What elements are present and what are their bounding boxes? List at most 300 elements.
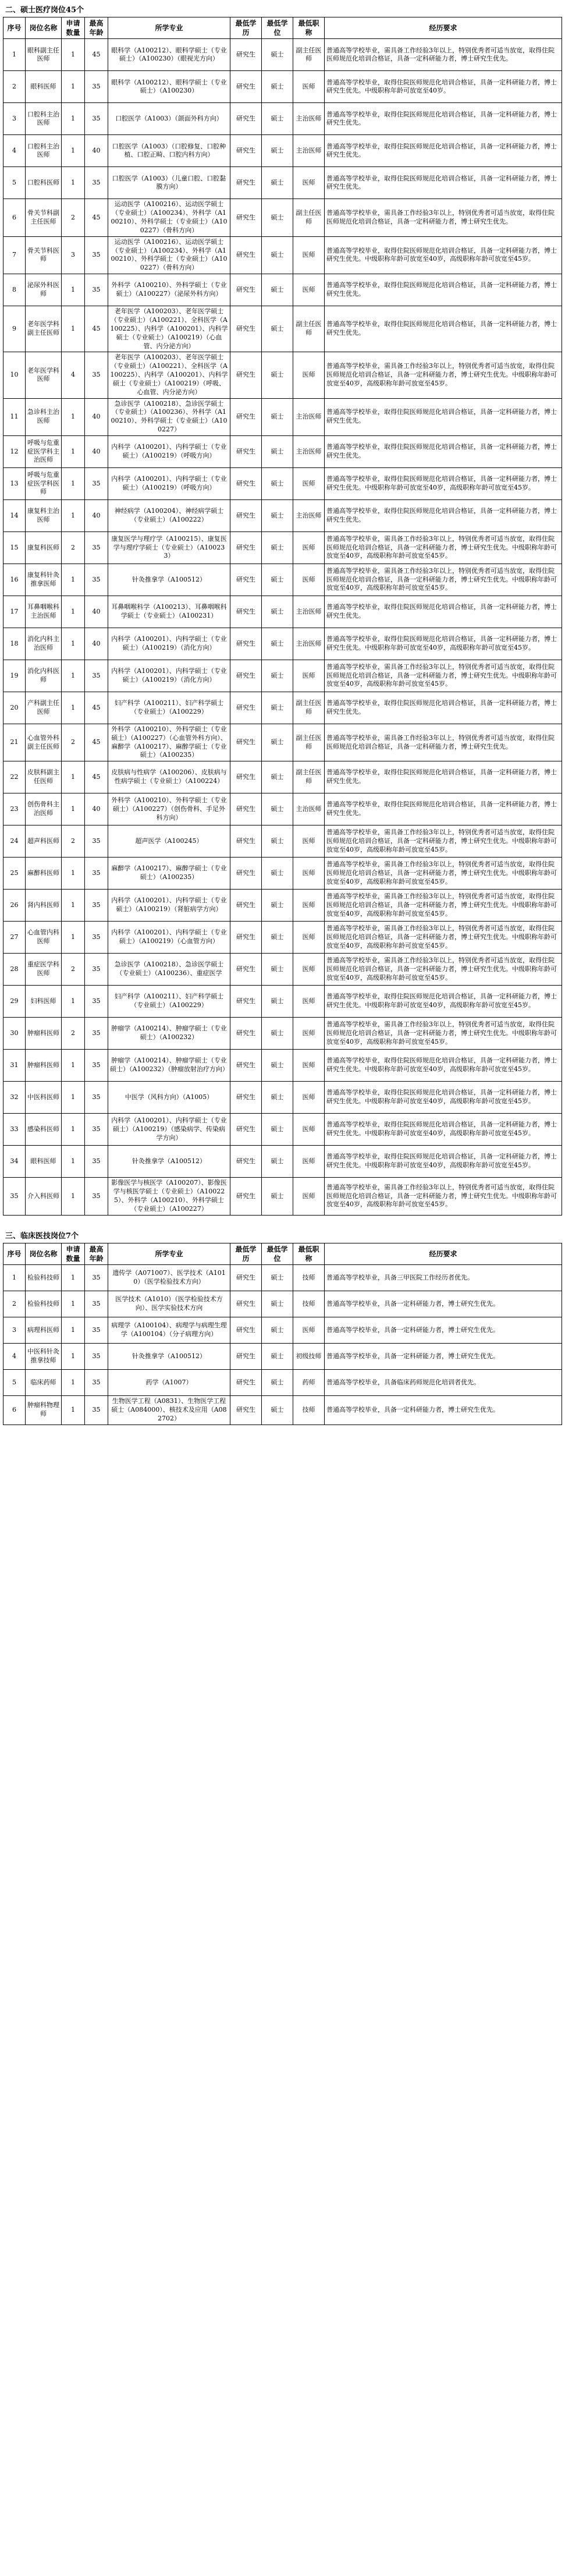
cell-no: 33 — [3, 1114, 26, 1146]
cell-edu: 研究生 — [230, 1050, 262, 1082]
cell-title: 技师 — [293, 1291, 325, 1317]
cell-title: 医师 — [293, 954, 325, 986]
cell-title: 医师 — [293, 352, 325, 398]
cell-edu: 研究生 — [230, 1146, 262, 1178]
cell-degree: 硕士 — [262, 761, 293, 793]
cell-count: 1 — [62, 793, 85, 825]
cell-post: 肿瘤科医师 — [26, 1050, 62, 1082]
cell-req: 普通高等学校毕业，具备三甲医院工作经历者优先。 — [325, 1265, 562, 1291]
cell-req: 普通高等学校毕业，取得住院医师规范化培训合格证，具备一定科研能力者，博士研究生优先。 — [325, 793, 562, 825]
cell-post: 介入科医师 — [26, 1178, 62, 1215]
cell-count: 1 — [62, 167, 85, 199]
cell-post: 创伤骨科主治医师 — [26, 793, 62, 825]
cell-post: 骨关节科副主任医师 — [26, 199, 62, 236]
cell-major: 内科学（A100201）、内科学硕士（专业硕士）（A100219）（心血管方向） — [108, 922, 230, 954]
cell-edu: 研究生 — [230, 467, 262, 499]
cell-edu: 研究生 — [230, 761, 262, 793]
header-edu: 最低学历 — [230, 1243, 262, 1264]
cell-count: 1 — [62, 467, 85, 499]
cell-count: 1 — [62, 660, 85, 692]
cell-post: 康复科针灸推拿医师 — [26, 564, 62, 596]
cell-count: 2 — [62, 825, 85, 858]
header-req: 经历要求 — [325, 1243, 562, 1264]
cell-title: 主治医师 — [293, 596, 325, 628]
cell-req: 普通高等学校毕业，需具备工作经验3年以上，特别优秀者可适当放宽，取得住院医师规范化培训合格证，具备一定科研能力者，博士研究生优先。中级职称年龄可放宽至40岁，高级职称年龄可放宽至45岁。 — [325, 954, 562, 986]
cell-req: 普通高等学校毕业，具备一定科研能力者，博士研究生优先。 — [325, 1344, 562, 1370]
cell-degree: 硕士 — [262, 1370, 293, 1396]
cell-edu: 研究生 — [230, 306, 262, 352]
cell-req: 普通高等学校毕业，需具备工作经验3年以上，特别优秀者可适当放宽，取得住院医师规范化培训合格证，具备一定科研能力者，博士研究生优先。中级职称年龄可放宽至40岁，高级职称年龄可放宽至45岁。 — [325, 922, 562, 954]
cell-req: 普通高等学校毕业，取得住院医师规范化培训合格证，具备一定科研能力者，博士研究生优先。中级职称年龄可放宽至40岁，高级职称年龄可放宽至45岁。 — [325, 467, 562, 499]
table-row — [3, 1146, 562, 1178]
cell-degree: 硕士 — [262, 306, 293, 352]
cell-title: 医师 — [293, 1018, 325, 1050]
cell-count: 1 — [62, 1370, 85, 1396]
cell-age: 40 — [85, 628, 108, 660]
cell-major: 内科学（A100201）、内科学硕士（专业硕士）（A100219）（呼吸方向） — [108, 435, 230, 467]
cell-post: 重症医学科医师 — [26, 954, 62, 986]
cell-age: 45 — [85, 199, 108, 236]
cell-no: 6 — [3, 1396, 26, 1425]
cell-no: 24 — [3, 825, 26, 858]
table-row — [3, 71, 562, 103]
cell-req: 普通高等学校毕业，取得住院医师规范化培训合格证，具备一定科研能力者，博士研究生优先。 — [325, 596, 562, 628]
cell-age: 35 — [85, 890, 108, 922]
cell-edu: 研究生 — [230, 352, 262, 398]
cell-no: 20 — [3, 692, 26, 724]
cell-post: 检验科技师 — [26, 1291, 62, 1317]
cell-degree: 硕士 — [262, 135, 293, 167]
cell-no: 10 — [3, 352, 26, 398]
cell-major: 皮肤病与性病学（A100206）、皮肤病与性病学硕士（专业硕士）（A100224） — [108, 761, 230, 793]
cell-title: 主治医师 — [293, 628, 325, 660]
cell-count: 1 — [62, 890, 85, 922]
table-row — [3, 1082, 562, 1114]
cell-no: 35 — [3, 1178, 26, 1215]
cell-post: 急诊科主治医师 — [26, 398, 62, 435]
cell-req: 普通高等学校毕业，需具备工作经验3年以上，特别优秀者可适当放宽，取得住院医师规范化培训合格证，具备一定科研能力者，博士研究生优先。 — [325, 199, 562, 236]
cell-major: 病理学（A100104）、病理学与病理生理学（A100104）（分子病理方向） — [108, 1317, 230, 1344]
cell-edu: 研究生 — [230, 1396, 262, 1425]
cell-count: 1 — [62, 1114, 85, 1146]
cell-edu: 研究生 — [230, 1178, 262, 1215]
cell-no: 2 — [3, 1291, 26, 1317]
cell-post: 心血管外科副主任医师 — [26, 724, 62, 761]
cell-post: 超声科医师 — [26, 825, 62, 858]
cell-no: 2 — [3, 71, 26, 103]
cell-major: 急诊医学（A100218）、急诊医学硕士（专业硕士）（A100236）、外科学（A100210）、外科学硕士（专业硕士）（A100227） — [108, 398, 230, 435]
cell-age: 35 — [85, 1146, 108, 1178]
cell-req: 普通高等学校毕业，取得住院医师规范化培训合格证，具备一定科研能力者，博士研究生优先。中级职称年龄可放宽至40岁，高级职称年龄可放宽至45岁。 — [325, 628, 562, 660]
cell-req: 普通高等学校毕业，取得住院医师规范化培训合格证，具备一定科研能力者，博士研究生优先。 — [325, 167, 562, 199]
cell-no: 17 — [3, 596, 26, 628]
cell-major: 神经病学（A100204）、神经病学硕士（专业硕士）（A100222） — [108, 499, 230, 532]
header-post: 岗位名称 — [26, 17, 62, 39]
cell-major: 运动医学（A100216）、运动医学硕士（专业硕士）（A100234）、外科学（A100210）、外科学硕士（专业硕士）（A100227）（骨科方向） — [108, 199, 230, 236]
cell-count: 1 — [62, 306, 85, 352]
cell-degree: 硕士 — [262, 954, 293, 986]
section2-header-row — [3, 1243, 562, 1264]
cell-req: 普通高等学校毕业，需具备工作经验3年以上，特别优秀者可适当放宽，取得住院医师规范化培训合格证，具备一定科研能力者，博士研究生优先。 — [325, 39, 562, 71]
cell-no: 31 — [3, 1050, 26, 1082]
cell-title: 药师 — [293, 1370, 325, 1396]
cell-major: 针灸推拿学（A100512） — [108, 564, 230, 596]
cell-count: 1 — [62, 1146, 85, 1178]
header-degree: 最低学位 — [262, 1243, 293, 1264]
cell-req: 普通高等学校毕业，取得住院医师规范化培训合格证，具备一定科研能力者，博士研究生优先。中级职称年龄可放宽至40岁，高级职称年龄可放宽至45岁。 — [325, 1050, 562, 1082]
table-row — [3, 274, 562, 306]
cell-major: 外科学（A100210）、外科学硕士（专业硕士）（A100227）（泌尿外科方向） — [108, 274, 230, 306]
cell-title: 医师 — [293, 274, 325, 306]
cell-count: 1 — [62, 1291, 85, 1317]
cell-degree: 硕士 — [262, 564, 293, 596]
table-row — [3, 1396, 562, 1425]
table-row — [3, 467, 562, 499]
table-row — [3, 236, 562, 274]
cell-no: 34 — [3, 1146, 26, 1178]
cell-degree: 硕士 — [262, 692, 293, 724]
table-row — [3, 532, 562, 564]
cell-title: 医师 — [293, 236, 325, 274]
cell-post: 肿瘤科物理师 — [26, 1396, 62, 1425]
cell-count: 1 — [62, 274, 85, 306]
section1-header-row — [3, 17, 562, 39]
cell-major: 妇产科学（A100211）、妇产科学硕士（专业硕士）（A100229） — [108, 692, 230, 724]
cell-req: 普通高等学校毕业，需具备工作经验3年以上，特别优秀者可适当放宽，取得住院医师规范化培训合格证，具备一定科研能力者，博士研究生优先。中级职称年龄可放宽至40岁，高级职称年龄可放宽至45岁。 — [325, 352, 562, 398]
cell-edu: 研究生 — [230, 532, 262, 564]
table-row — [3, 986, 562, 1018]
cell-count: 1 — [62, 922, 85, 954]
cell-post: 耳鼻咽喉科主治医师 — [26, 596, 62, 628]
table-row — [3, 596, 562, 628]
cell-major: 内科学（A100201）、内科学硕士（专业硕士）（A100219）（感染病学、传染病学方向） — [108, 1114, 230, 1146]
cell-req: 普通高等学校毕业，具备一定科研能力者，博士研究生优先。 — [325, 1291, 562, 1317]
cell-degree: 硕士 — [262, 499, 293, 532]
cell-age: 40 — [85, 596, 108, 628]
cell-count: 2 — [62, 954, 85, 986]
table-row — [3, 1317, 562, 1344]
cell-no: 21 — [3, 724, 26, 761]
cell-edu: 研究生 — [230, 954, 262, 986]
cell-no: 6 — [3, 199, 26, 236]
cell-title: 副主任医师 — [293, 306, 325, 352]
cell-degree: 硕士 — [262, 435, 293, 467]
cell-req: 普通高等学校毕业，需具备工作经验3年以上，特别优秀者可适当放宽，取得住院医师规范化培训合格证，具备一定科研能力者，博士研究生优先。中级职称年龄可放宽至40岁，高级职称年龄可放宽至45岁。 — [325, 858, 562, 890]
header-count: 申请数量 — [62, 1243, 85, 1264]
table-row — [3, 1114, 562, 1146]
cell-major: 口腔医学（A1003）（颌面外科方向） — [108, 103, 230, 135]
cell-edu: 研究生 — [230, 1370, 262, 1396]
cell-title: 副主任医师 — [293, 724, 325, 761]
cell-req: 普通高等学校毕业，取得住院医师规范化培训合格证，具备一定科研能力者，博士研究生优先。 — [325, 692, 562, 724]
cell-edu: 研究生 — [230, 103, 262, 135]
cell-age: 45 — [85, 306, 108, 352]
cell-age: 35 — [85, 467, 108, 499]
cell-post: 眼科医师 — [26, 1146, 62, 1178]
cell-major: 医学技术（A1010）（医学检验技术方向）、医学实验技术方向 — [108, 1291, 230, 1317]
cell-degree: 硕士 — [262, 628, 293, 660]
table-row — [3, 39, 562, 71]
cell-post: 皮肤科副主任医师 — [26, 761, 62, 793]
cell-degree: 硕士 — [262, 1344, 293, 1370]
cell-age: 35 — [85, 1291, 108, 1317]
cell-title: 副主任医师 — [293, 692, 325, 724]
cell-major: 康复医学与理疗学（A100215）、康复医学与理疗学硕士（专业硕士）（A100233） — [108, 532, 230, 564]
cell-req: 普通高等学校毕业，需具备工作经验3年以上，特别优秀者可适当放宽，取得住院医师规范化培训合格证，具备一定科研能力者，博士研究生优先。中级职称年龄可放宽至40岁，高级职称年龄可放宽至45岁。 — [325, 564, 562, 596]
cell-edu: 研究生 — [230, 435, 262, 467]
cell-edu: 研究生 — [230, 564, 262, 596]
cell-edu: 研究生 — [230, 724, 262, 761]
cell-title: 医师 — [293, 564, 325, 596]
cell-req: 普通高等学校毕业，取得住院医师规范化培训合格证，具备一定科研能力者，博士研究生优先。 — [325, 435, 562, 467]
cell-age: 35 — [85, 986, 108, 1018]
header-degree: 最低学位 — [262, 17, 293, 39]
cell-title: 医师 — [293, 660, 325, 692]
cell-count: 2 — [62, 532, 85, 564]
cell-edu: 研究生 — [230, 1082, 262, 1114]
cell-age: 35 — [85, 564, 108, 596]
cell-no: 12 — [3, 435, 26, 467]
cell-degree: 硕士 — [262, 1018, 293, 1050]
cell-count: 1 — [62, 1396, 85, 1425]
cell-post: 麻醉科医师 — [26, 858, 62, 890]
cell-edu: 研究生 — [230, 596, 262, 628]
cell-req: 普通高等学校毕业，取得住院医师规范化培训合格证，具备一定科研能力者，博士研究生优先。中级职称年龄可放宽至40岁。 — [325, 71, 562, 103]
cell-count: 1 — [62, 1082, 85, 1114]
cell-title: 主治医师 — [293, 135, 325, 167]
cell-edu: 研究生 — [230, 199, 262, 236]
cell-age: 35 — [85, 532, 108, 564]
cell-post: 老年医学科医师 — [26, 352, 62, 398]
document-page — [3, 3, 562, 1425]
cell-degree: 硕士 — [262, 1265, 293, 1291]
cell-major: 麻醉学（A100217）、麻醉学硕士（专业硕士）（A100235） — [108, 858, 230, 890]
cell-age: 35 — [85, 1114, 108, 1146]
cell-age: 45 — [85, 39, 108, 71]
cell-req: 普通高等学校毕业，取得住院医师规范化培训合格证，具备一定科研能力者，博士研究生优先。中级职称年龄可放宽至40岁，高级职称年龄可放宽至45岁。 — [325, 236, 562, 274]
table-row — [3, 825, 562, 858]
cell-edu: 研究生 — [230, 858, 262, 890]
cell-major: 内科学（A100201）、内科学硕士（专业硕士）（A100219）（消化方向） — [108, 628, 230, 660]
cell-post: 心血管内科医师 — [26, 922, 62, 954]
cell-post: 中医科针灸推拿技师 — [26, 1344, 62, 1370]
cell-no: 18 — [3, 628, 26, 660]
section2-title: 三、临床医技岗位7个 — [5, 1231, 79, 1241]
section2-table — [3, 1243, 562, 1425]
cell-req: 普通高等学校毕业，具备一定科研能力者，博士研究生优先。 — [325, 1317, 562, 1344]
cell-post: 老年医学科副主任医师 — [26, 306, 62, 352]
table-row — [3, 1370, 562, 1396]
cell-major: 中医学（风科方向）（A1005） — [108, 1082, 230, 1114]
cell-major: 生物医学工程（A0831）、生物医学工程硕士（A084000）、核技术及应用（A082702） — [108, 1396, 230, 1425]
table-row — [3, 1178, 562, 1215]
cell-count: 1 — [62, 596, 85, 628]
cell-edu: 研究生 — [230, 167, 262, 199]
cell-age: 40 — [85, 499, 108, 532]
cell-post: 感染科医师 — [26, 1114, 62, 1146]
cell-req: 普通高等学校毕业，取得住院医师规范化培训合格证，具备一定科研能力者，博士研究生优先。 — [325, 761, 562, 793]
cell-count: 1 — [62, 858, 85, 890]
header-edu: 最低学历 — [230, 17, 262, 39]
cell-edu: 研究生 — [230, 135, 262, 167]
cell-major: 遗传学（A071007）、医学技术（A1010）（医学检验技术方向） — [108, 1265, 230, 1291]
cell-no: 5 — [3, 167, 26, 199]
cell-count: 1 — [62, 761, 85, 793]
cell-no: 13 — [3, 467, 26, 499]
cell-edu: 研究生 — [230, 628, 262, 660]
cell-no: 28 — [3, 954, 26, 986]
cell-no: 16 — [3, 564, 26, 596]
cell-no: 11 — [3, 398, 26, 435]
cell-age: 45 — [85, 724, 108, 761]
cell-no: 8 — [3, 274, 26, 306]
cell-count: 1 — [62, 1178, 85, 1215]
cell-age: 35 — [85, 1396, 108, 1425]
cell-post: 眼科副主任医师 — [26, 39, 62, 71]
cell-degree: 硕士 — [262, 103, 293, 135]
cell-degree: 硕士 — [262, 39, 293, 71]
cell-no: 14 — [3, 499, 26, 532]
cell-title: 医师 — [293, 825, 325, 858]
cell-post: 口腔科主治医师 — [26, 135, 62, 167]
cell-age: 40 — [85, 398, 108, 435]
cell-title: 医师 — [293, 1050, 325, 1082]
cell-no: 23 — [3, 793, 26, 825]
cell-title: 医师 — [293, 167, 325, 199]
cell-req: 普通高等学校毕业，具备临床药师规范化培训者优先。 — [325, 1370, 562, 1396]
cell-title: 医师 — [293, 922, 325, 954]
cell-edu: 研究生 — [230, 398, 262, 435]
cell-title: 初级技师 — [293, 1344, 325, 1370]
cell-major: 影像医学与核医学（A100207）、影像医学与核医学硕士（专业硕士）（A100225）、外科学（A100210）、外科学硕士（专业硕士）（A100227） — [108, 1178, 230, 1215]
header-no: 序号 — [3, 17, 26, 39]
cell-age: 35 — [85, 1018, 108, 1050]
table-row — [3, 922, 562, 954]
cell-degree: 硕士 — [262, 825, 293, 858]
cell-req: 普通高等学校毕业，需具备工作经验3年以上，特别优秀者可适当放宽，取得住院医师规范化培训合格证，具备一定科研能力者，博士研究生优先。中级职称年龄可放宽至40岁，高级职称年龄可放宽至45岁。 — [325, 1018, 562, 1050]
cell-no: 1 — [3, 1265, 26, 1291]
cell-count: 1 — [62, 692, 85, 724]
cell-count: 1 — [62, 103, 85, 135]
table-row — [3, 761, 562, 793]
cell-title: 医师 — [293, 986, 325, 1018]
cell-degree: 硕士 — [262, 1146, 293, 1178]
cell-title: 主治医师 — [293, 103, 325, 135]
table-row — [3, 858, 562, 890]
section2-body — [3, 1265, 562, 1425]
cell-age: 35 — [85, 858, 108, 890]
cell-title: 技师 — [293, 1265, 325, 1291]
cell-count: 4 — [62, 352, 85, 398]
cell-req: 普通高等学校毕业，需具备工作经验3年以上，特别优秀者可适当放宽，取得住院医师规范化培训合格证，具备一定科研能力者，博士研究生优先。中级职称年龄可放宽至40岁，高级职称年龄可放宽至45岁。 — [325, 1178, 562, 1215]
table-row — [3, 1050, 562, 1082]
cell-age: 35 — [85, 352, 108, 398]
cell-edu: 研究生 — [230, 692, 262, 724]
cell-title: 技师 — [293, 1396, 325, 1425]
cell-edu: 研究生 — [230, 825, 262, 858]
section1-body — [3, 39, 562, 1215]
cell-age: 35 — [85, 1050, 108, 1082]
cell-req: 普通高等学校毕业，取得住院医师规范化培训合格证，具备一定科研能力者，博士研究生优先。 — [325, 306, 562, 352]
cell-no: 9 — [3, 306, 26, 352]
header-title: 最低职称 — [293, 17, 325, 39]
cell-no: 15 — [3, 532, 26, 564]
cell-count: 1 — [62, 986, 85, 1018]
cell-age: 40 — [85, 435, 108, 467]
cell-post: 消化内科医师 — [26, 660, 62, 692]
table-row — [3, 1291, 562, 1317]
cell-post: 口腔科医师 — [26, 167, 62, 199]
cell-req: 普通高等学校毕业，需具备工作经验3年以上，特别优秀者可适当放宽，取得住院医师规范化培训合格证，具备一定科研能力者，博士研究生优先。中级职称年龄可放宽至40岁，高级职称年龄可放宽至45岁。 — [325, 660, 562, 692]
cell-no: 29 — [3, 986, 26, 1018]
cell-degree: 硕士 — [262, 71, 293, 103]
cell-edu: 研究生 — [230, 236, 262, 274]
table-row — [3, 352, 562, 398]
cell-post: 泌尿外科医师 — [26, 274, 62, 306]
cell-title: 医师 — [293, 1146, 325, 1178]
cell-post: 妇科医师 — [26, 986, 62, 1018]
cell-no: 22 — [3, 761, 26, 793]
cell-post: 肾内科医师 — [26, 890, 62, 922]
cell-title: 主治医师 — [293, 398, 325, 435]
cell-age: 35 — [85, 103, 108, 135]
cell-degree: 硕士 — [262, 922, 293, 954]
cell-no: 25 — [3, 858, 26, 890]
cell-count: 1 — [62, 628, 85, 660]
cell-major: 耳鼻咽喉科学（A100213）、耳鼻咽喉科学硕士（专业硕士）（A100231） — [108, 596, 230, 628]
cell-no: 1 — [3, 39, 26, 71]
cell-degree: 硕士 — [262, 724, 293, 761]
cell-title: 医师 — [293, 1178, 325, 1215]
cell-title: 副主任医师 — [293, 761, 325, 793]
header-age: 最高年龄 — [85, 17, 108, 39]
cell-req: 普通高等学校毕业，具备一定科研能力者，博士研究生优先。 — [325, 1396, 562, 1425]
cell-age: 35 — [85, 1344, 108, 1370]
cell-degree: 硕士 — [262, 793, 293, 825]
cell-count: 2 — [62, 724, 85, 761]
cell-degree: 硕士 — [262, 1082, 293, 1114]
cell-age: 35 — [85, 71, 108, 103]
cell-degree: 硕士 — [262, 236, 293, 274]
cell-count: 1 — [62, 1344, 85, 1370]
cell-major: 超声医学（A100245） — [108, 825, 230, 858]
cell-post: 中医科医师 — [26, 1082, 62, 1114]
cell-title: 医师 — [293, 1082, 325, 1114]
table-row — [3, 954, 562, 986]
cell-req: 普通高等学校毕业，需具备工作经验3年以上，特别优秀者可适当放宽，取得住院医师规范化培训合格证，具备一定科研能力者，博士研究生优先。中级职称年龄可放宽至40岁，高级职称年龄可放宽至45岁。 — [325, 825, 562, 858]
cell-post: 骨关节科医师 — [26, 236, 62, 274]
table-row — [3, 135, 562, 167]
cell-post: 肿瘤科医师 — [26, 1018, 62, 1050]
cell-degree: 硕士 — [262, 596, 293, 628]
cell-age: 35 — [85, 167, 108, 199]
cell-edu: 研究生 — [230, 274, 262, 306]
cell-age: 45 — [85, 692, 108, 724]
table-row — [3, 692, 562, 724]
cell-count: 1 — [62, 1050, 85, 1082]
cell-age: 35 — [85, 236, 108, 274]
cell-degree: 硕士 — [262, 1396, 293, 1425]
cell-title: 副主任医师 — [293, 39, 325, 71]
table-row — [3, 1265, 562, 1291]
cell-degree: 硕士 — [262, 467, 293, 499]
cell-count: 2 — [62, 1018, 85, 1050]
cell-degree: 硕士 — [262, 398, 293, 435]
table-row — [3, 103, 562, 135]
cell-edu: 研究生 — [230, 986, 262, 1018]
cell-title: 医师 — [293, 890, 325, 922]
cell-req: 普通高等学校毕业，需具备工作经验3年以上，特别优秀者可适当放宽，取得住院医师规范化培训合格证，具备一定科研能力者，博士研究生优先。中级职称年龄可放宽至40岁，高级职称年龄可放宽至45岁。 — [325, 890, 562, 922]
